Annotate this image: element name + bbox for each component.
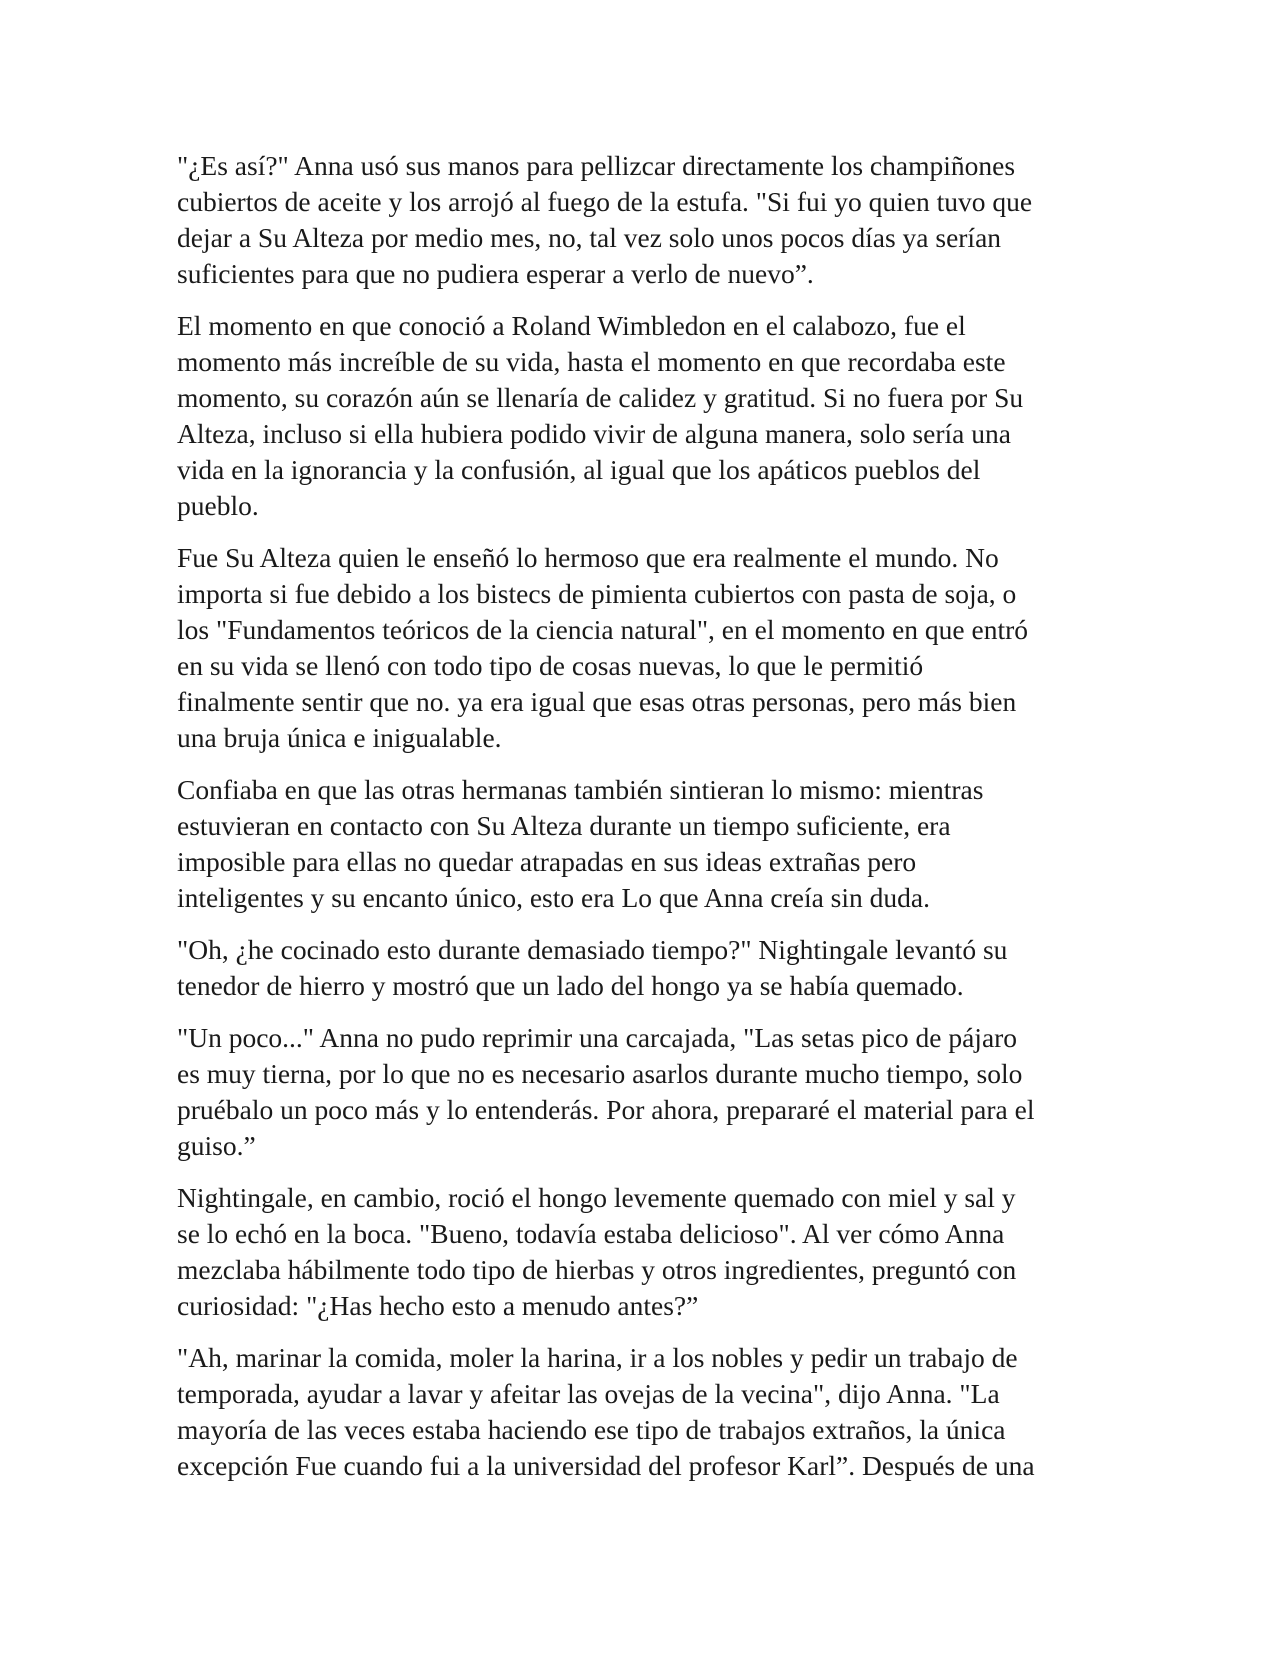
paragraph	[177, 1340, 1102, 1484]
paragraph	[177, 540, 1102, 756]
text-line: momento, su corazón aún se llenaría de calidez y gratitud. Si no fuera por Su	[177, 382, 1024, 413]
paragraph	[177, 1180, 1102, 1324]
paragraph	[177, 772, 1102, 916]
text-line: excepción Fue cuando fui a la universidad del profesor Karl”. Después de una	[177, 1450, 1035, 1481]
text-line: "Oh, ¿he cocinado esto durante demasiado tiempo?" Nightingale levantó su	[177, 934, 1008, 965]
text-line: imposible para ellas no quedar atrapadas en sus ideas extrañas pero	[177, 846, 917, 877]
text-line: "¿Es así?" Anna usó sus manos para pellizcar directamente los champiñones	[177, 150, 1016, 181]
text-line: "Un poco..." Anna no pudo reprimir una carcajada, "Las setas pico de pájaro	[177, 1022, 1018, 1053]
text-line: Alteza, incluso si ella hubiera podido vivir de alguna manera, solo sería una	[177, 418, 1011, 449]
text-line: una bruja única e inigualable.	[177, 722, 502, 753]
text-line: temporada, ayudar a lavar y afeitar las ovejas de la vecina", dijo Anna. "La	[177, 1378, 1000, 1409]
text-line: importa si fue debido a los bistecs de pimienta cubiertos con pasta de soja, o	[177, 578, 1017, 609]
text-line: estuvieran en contacto con Su Alteza durante un tiempo suficiente, era	[177, 810, 951, 841]
text-line: dejar a Su Alteza por medio mes, no, tal vez solo unos pocos días ya serían	[177, 222, 1002, 253]
text-line: tenedor de hierro y mostró que un lado del hongo ya se había quemado.	[177, 970, 964, 1001]
paragraph	[177, 932, 1102, 1004]
text-line: "Ah, marinar la comida, moler la harina, ir a los nobles y pedir un trabajo de	[177, 1342, 1018, 1373]
paragraph	[177, 308, 1102, 524]
text-line: pruébalo un poco más y lo entenderás. Por ahora, prepararé el material para el	[177, 1094, 1035, 1125]
text-line: pueblo.	[177, 490, 259, 521]
text-line: Confiaba en que las otras hermanas también sintieran lo mismo: mientras	[177, 774, 984, 805]
text-line: Nightingale, en cambio, roció el hongo levemente quemado con miel y sal y	[177, 1182, 1016, 1213]
text-line: momento más increíble de su vida, hasta el momento en que recordaba este	[177, 346, 1006, 377]
text-line: El momento en que conoció a Roland Wimbledon en el calabozo, fue el	[177, 310, 966, 341]
document-body	[177, 148, 1102, 1500]
text-line: Fue Su Alteza quien le enseñó lo hermoso que era realmente el mundo. No	[177, 542, 999, 573]
paragraph	[177, 1020, 1102, 1164]
text-line: es muy tierna, por lo que no es necesario asarlos durante mucho tiempo, solo	[177, 1058, 1023, 1089]
text-line: mayoría de las veces estaba haciendo ese tipo de trabajos extraños, la única	[177, 1414, 1006, 1445]
text-line: cubiertos de aceite y los arrojó al fuego de la estufa. "Si fui yo quien tuvo que	[177, 186, 1033, 217]
text-line: guiso.”	[177, 1130, 256, 1161]
text-line: en su vida se llenó con todo tipo de cosas nuevas, lo que le permitió	[177, 650, 924, 681]
text-line: inteligentes y su encanto único, esto era Lo que Anna creía sin duda.	[177, 882, 930, 913]
text-line: finalmente sentir que no. ya era igual que esas otras personas, pero más bien	[177, 686, 1017, 717]
text-line: mezclaba hábilmente todo tipo de hierbas y otros ingredientes, preguntó con	[177, 1254, 1017, 1285]
text-line: vida en la ignorancia y la confusión, al igual que los apáticos pueblos del	[177, 454, 981, 485]
text-line: curiosidad: "¿Has hecho esto a menudo antes?”	[177, 1290, 699, 1321]
text-line: suficientes para que no pudiera esperar a verlo de nuevo”.	[177, 258, 814, 289]
text-line: se lo echó en la boca. "Bueno, todavía estaba delicioso". Al ver cómo Anna	[177, 1218, 1005, 1249]
text-line: los "Fundamentos teóricos de la ciencia natural", en el momento en que entró	[177, 614, 1029, 645]
paragraph	[177, 148, 1102, 292]
